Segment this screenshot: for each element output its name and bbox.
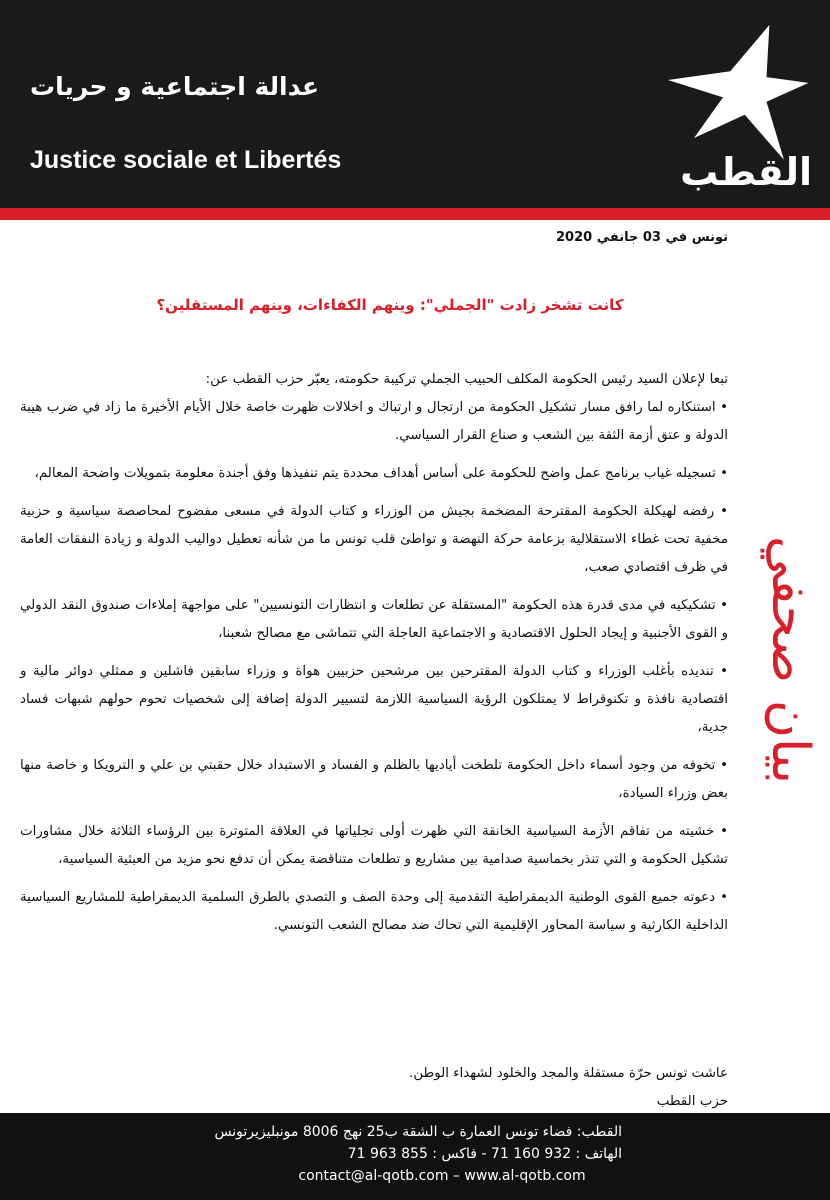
intro-paragraph: تبعا لإعلان السيد رئيس الحكومة المكلف الحبيب الجملي تركيبة حكومته، يعبّر حزب القطب عن: xyxy=(205,372,728,387)
closing-block xyxy=(409,1060,728,1116)
document-title: كانت تشخر زادت "الجملي": وينهم الكفاءات، وينهم المستقلين؟ xyxy=(156,296,624,314)
list-item: • استنكاره لما رافق مسار تشكيل الحكومة من ارتجال و ارتباك و اخلالات ظهرت خاصة خلال الأيام الأخيرة ما زاد في ضرب هيبة الدولة و عتق أزمة الثقة بين الشعب و صناع القرار السياسي. xyxy=(20,400,728,443)
footer-address: القطب: فضاء تونس العمارة ب الشقة ب25 نهج 8006 مونبليزيرتونس xyxy=(214,1124,622,1140)
document-body xyxy=(20,366,728,950)
closing-slogan: عاشت تونس حرّة مستقلة والمجد والخلود لشهداء الوطن. xyxy=(409,1066,728,1081)
press-release-label-text: بيان صحفي xyxy=(760,535,820,785)
page-footer xyxy=(0,1113,830,1200)
footer-phone: الهاتف : 932 160 71 - فاكس : 855 963 71 xyxy=(347,1146,622,1162)
logo-text: القطب xyxy=(680,150,812,194)
press-release-label xyxy=(760,500,820,820)
star-icon xyxy=(665,22,810,167)
document-date: تونس في 03 جانفي 2020 xyxy=(556,230,728,245)
list-item: • تنديده بأغلب الوزراء و كتاب الدولة المقترحين بين مرشحين حزبيين هواة و وزراء سابقين فاشلين و ممثلي دوائر مالية و اقتصادية نافذة و تكنوقراط لا يمتلكون الرؤية السياسية اللازمة لتسيير الدولة إضافة إلى شخصيات تحوم حولهم شبهات فساد جدية، xyxy=(20,664,728,735)
list-item: • تخوفه من وجود أسماء داخل الحكومة تلطخت أياديها بالظلم و الفساد و الاستبداد خلال حقبتي بن علي و الترويكا و خاصة منها بعض وزراء السيادة، xyxy=(20,758,728,801)
header-title-french: Justice sociale et Libertés xyxy=(30,146,342,174)
list-item: • خشيته من تفاقم الأزمة السياسية الخانقة التي ظهرت أولى تجلياتها في العلاقة المتوترة بين الرؤساء الثلاثة خلال مشاورات تشكيل الحكومة و التي تنذر بخماسية صدامية بين مشاريع و تطلعات متناقضة يمكن أن تدفع نحو مزيد من العبثية السياسية، xyxy=(20,824,728,867)
signature: حزب القطب xyxy=(656,1094,728,1109)
footer-email-website: contact@al-qotb.com – www.al-qotb.com xyxy=(298,1168,586,1184)
page-header xyxy=(0,0,830,208)
list-item: • تشكيكيه في مدى قدرة هذه الحكومة "المستقلة عن تطلعات و انتظارات التونسيين" على مواجهة إملاءات صندوق النقد الدولي و القوى الأجنبية و إيجاد الحلول الاقتصادية و الاجتماعية العاجلة التي تتماشى مع مصالح شعبنا، xyxy=(20,598,728,641)
header-accent-bar xyxy=(0,208,830,220)
list-item: • رفضه لهيكلة الحكومة المقترحة المضخمة بجيش من الوزراء و كتاب الدولة في مسعى مفضوح لمحاصصة سياسية و حزبية مخفية تحت غطاء الاستقلالية بزعامة حركة النهضة و تواطئ قلب تونس ما من شأنه تعطيل دواليب الدولة و زيادة النفقات العامة في ظرف اقتصادي صعب، xyxy=(20,504,728,575)
list-item: • تسجيله غياب برنامج عمل واضح للحكومة على أساس أهداف محددة يتم تنفيذها وفق أجندة معلومة بتمويلات واضحة المعالم، xyxy=(34,466,728,481)
footer-contact-info xyxy=(214,1121,622,1187)
list-item: • دعوته جميع القوى الوطنية الديمقراطية التقدمية إلى وحدة الصف و التصدي بالطرق السلمية الديمقراطية للمشاريع السياسية الداخلية الكارثية و سياسة المحاور الإقليمية التي تحاك ضد مصالح الشعب التونسي. xyxy=(20,890,728,933)
header-title-arabic: عدالة اجتماعية و حريات xyxy=(30,72,320,101)
